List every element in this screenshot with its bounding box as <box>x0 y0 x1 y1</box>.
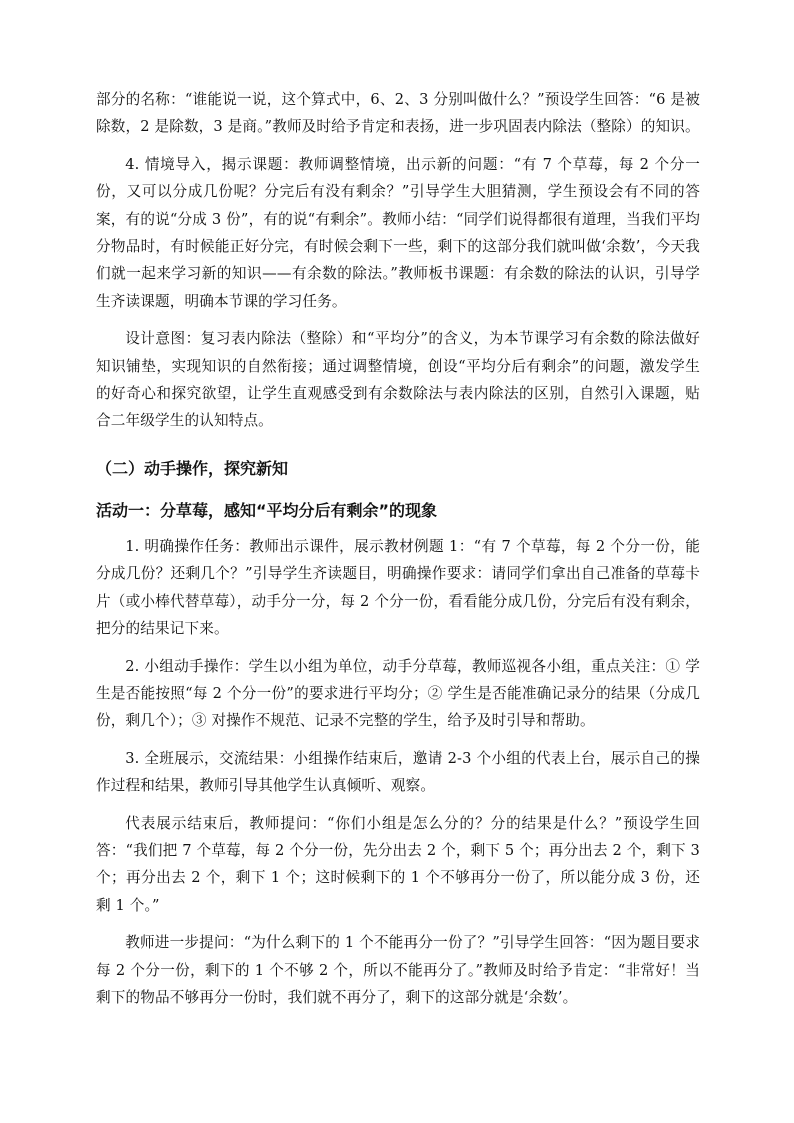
paragraph-design-intent: 设计意图：复习表内除法（整除）和“平均分”的含义，为本节课学习有余数的除法做好知识铺垫，实现知识的自然衔接；通过调整情境，创设“平均分后有剩余”的问题，激发学生的好奇心和探究欲望，让学生直观感受到有余数除法与表内除法的区别，自然引入课题，贴合二年级学生的认知特点。 <box>96 330 700 430</box>
section-heading: （二）动手操作，探究新知 <box>96 458 289 478</box>
paragraph-task: 1. 明确操作任务：教师出示课件，展示教材例题 1：“有 7 个草莓，每 2 个分一份，能分成几份？还剩几个？”引导学生齐读题目，明确操作要求：请同学们拿出自己准备的草莓卡片（或小棒代替草莓），动手分一分，每 2 个分一份，看看能分成几份，分完后有没有剩余，把分的结果记下来。 <box>96 537 700 638</box>
paragraph-situation-intro: 4. 情境导入，揭示课题：教师调整情境，出示新的问题：“有 7 个草莓，每 2 个分一份，又可以分成几份呢？分完后有没有剩余？”引导学生大胆猜测，学生预设会有不同的答案，有的说“分成 3 份”，有的说“有剩余”。教师小结：“同学们说得都很有道理，当我们平均分物品时，有时候能正好分完，有时候会剩下一些，剩下的这部分我们就叫做‘余数’，今天我们就一起来学习新的知识——有余数的除法。”教师板书课题：有余数的除法的认识，引导学生齐读课题，明确本节课的学习任务。 <box>96 155 700 310</box>
paragraph-continuation: 部分的名称：“谁能说一说，这个算式中，6、2、3 分别叫做什么？”预设学生回答：“6 是被除数，2 是除数，3 是商。”教师及时给予肯定和表扬，进一步巩固表内除法（整除）的知识。 <box>96 91 700 136</box>
paragraph-teacher-followup: 教师进一步提问：“为什么剩下的 1 个不能再分一份了？”引导学生回答：“因为题目要求每 2 个分一份，剩下的 1 个不够 2 个，所以不能再分了。”教师及时给予肯定：“非常好！当剩下的物品不够再分一份时，我们就不再分了，剩下的这部分就是‘余数’。 <box>96 934 700 1006</box>
paragraph-class-display: 3. 全班展示，交流结果：小组操作结束后，邀请 2-3 个小组的代表上台，展示自己的操作过程和结果，教师引导其他学生认真倾听、观察。 <box>96 749 700 795</box>
paragraph-group-operation: 2. 小组动手操作：学生以小组为单位，动手分草莓，教师巡视各小组，重点关注：① 学生是否能按照“每 2 个分一份”的要求进行平均分；② 学生是否能准确记录分的结果（分成几份，剩几个）；③ 对操作不规范、记录不完整的学生，给予及时引导和帮助。 <box>96 657 700 730</box>
activity-heading: 活动一：分草莓，感知“平均分后有剩余”的现象 <box>96 500 438 520</box>
paragraph-teacher-question: 代表展示结束后，教师提问：“你们小组是怎么分的？分的结果是什么？”预设学生回答：“我们把 7 个草莓，每 2 个分一份，先分出去 2 个，剩下 5 个；再分出去 2 个，剩下 3 个；再分出去 2 个，剩下 1 个；这时候剩下的 1 个不够再分一份了，所以能分成 3 份，还剩 1 个。” <box>96 814 700 914</box>
document-page <box>96 86 700 1021</box>
